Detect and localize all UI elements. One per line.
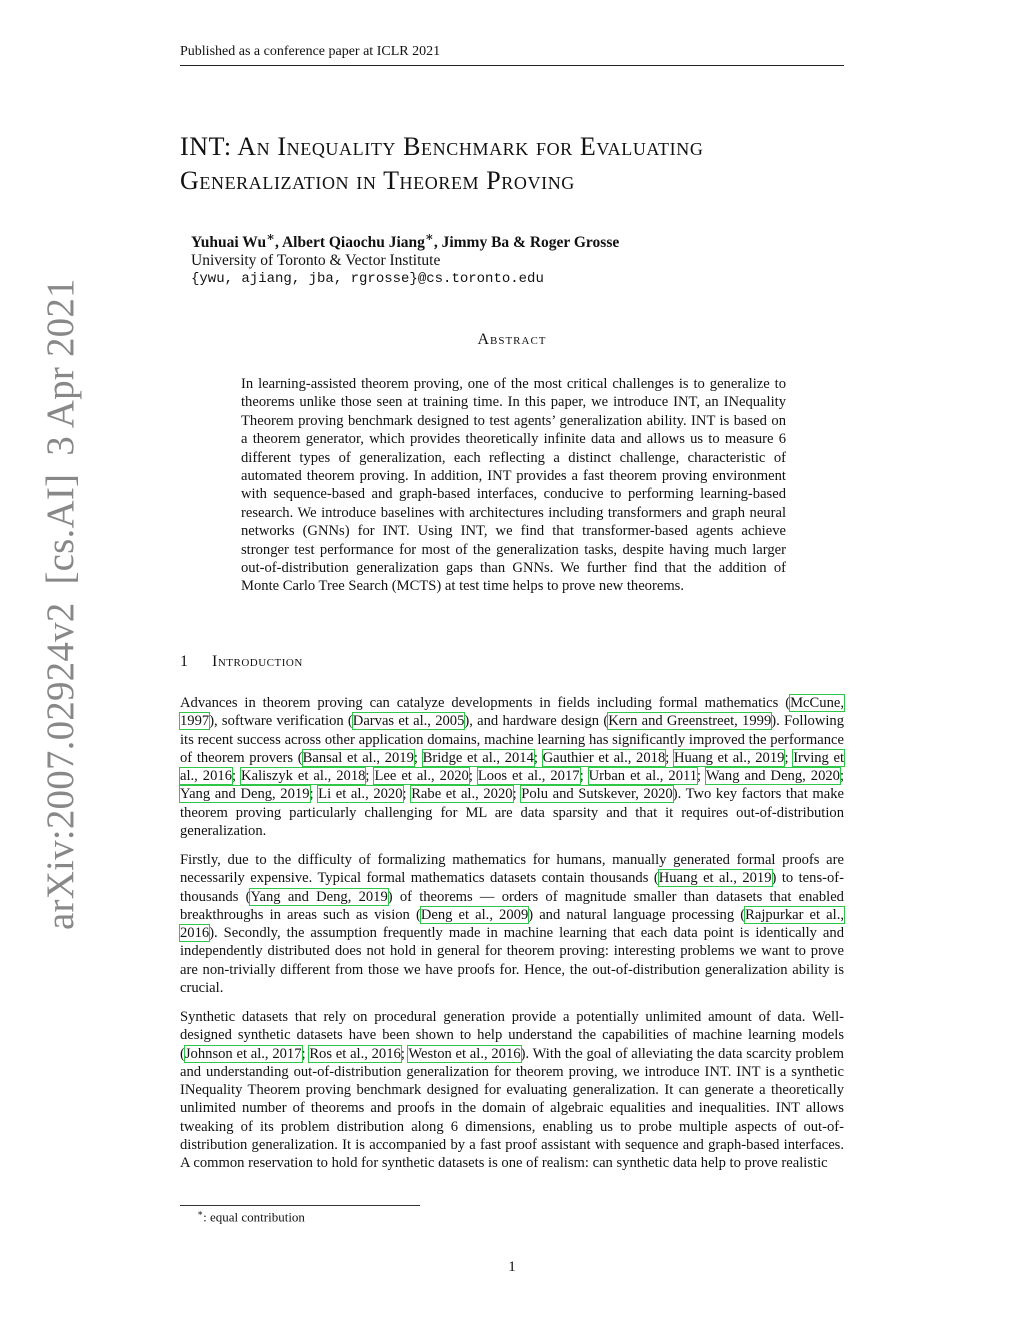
citation-link[interactable]: Kaliszyk et al., 2018 xyxy=(241,768,366,785)
arxiv-stamp xyxy=(38,278,83,930)
author-jiang: , Albert Qiaochu Jiang xyxy=(275,234,425,252)
citation-link[interactable]: Rajpurkar et al., 2016 xyxy=(180,906,845,942)
arxiv-category: [cs.AI] xyxy=(39,473,82,585)
paragraph-2: Firstly, due to the difficulty of formalizing mathematics for humans, manually generated formal proofs are necessarily expensive. Typical formal mathematics datasets contain thousands (Huang et al., 2019) to tens-of-thousands (Yang and Deng, 2019) of theorems — orders of magnitude smaller than datasets that enabled breakthroughs in areas such as vision (Deng et al., 2009) and natural language processing (Rajpurkar et al., 2016). Secondly, the assumption frequently made in machine learning that each data point is identically and independently distributed does not hold in general for theorem proving: interesting problems we want to prove are non-trivially different from those we have proofs for. Hence, the out-of-distribution generalization ability is crucial. xyxy=(180,852,845,997)
author-wu: Yuhuai Wu xyxy=(191,234,267,252)
citation-link[interactable]: Yang and Deng, 2019 xyxy=(250,888,388,905)
arxiv-id: arXiv:2007.02924v2 xyxy=(39,602,82,930)
citation-link[interactable]: Darvas et al., 2005 xyxy=(352,713,465,730)
citation-link[interactable]: Bridge et al., 2014 xyxy=(422,749,534,766)
running-header: Published as a conference paper at ICLR 2021 xyxy=(180,44,441,59)
citation-link[interactable]: Li et al., 2020 xyxy=(318,786,403,803)
citation-link[interactable]: Irving et al., 2016 xyxy=(180,749,845,785)
footnote-rule xyxy=(180,1205,420,1206)
citation-link[interactable]: Loos et al., 2017 xyxy=(477,768,580,785)
author-emails: {ywu, ajiang, jba, rgrosse}@cs.toronto.edu xyxy=(191,271,544,288)
citation-link[interactable]: Lee et al., 2020 xyxy=(374,768,469,785)
abstract-heading: Abstract xyxy=(477,331,547,348)
citation-link[interactable]: Bansal et al., 2019 xyxy=(302,749,414,766)
citation-link[interactable]: Yang and Deng, 2019 xyxy=(180,786,310,803)
citation-link[interactable]: Gauthier et al., 2018 xyxy=(542,749,666,766)
citation-link[interactable]: Huang et al., 2019 xyxy=(673,749,785,766)
section-title: Introduction xyxy=(212,653,303,670)
paper-title xyxy=(180,130,860,198)
abstract-text: In learning-assisted theorem proving, one of the most critical challenges is to generalize to theorems unlike those seen at training time. In this paper, we introduce INT, an INequality Theorem proving benchmark designed to test agents’ generalization ability. INT is based on a theorem generator, which provides theoretically infinite data and allows us to measure 6 different types of generalization, each reflecting a distinct challenge, characteristic of automated theorem proving. In addition, INT provides a fast theorem proving environment with sequence-based and graph-based interfaces, conducive to performing learning-based research. We introduce baselines with architectures including transformers and graph neural networks (GNNs) for INT. Using INT, we find that transformer-based agents achieve stronger test performance for most of the generalization tasks, despite having much larger out-of-distribution generalization gaps than GNNs. We further find that the addition of Monte Carlo Tree Search (MCTS) at test time helps to prove new theorems. xyxy=(241,376,786,595)
equal-contribution-mark: ∗ xyxy=(424,229,434,244)
page-number: 1 xyxy=(508,1259,516,1275)
author-ba-grosse: , Jimmy Ba & Roger Grosse xyxy=(433,234,620,252)
citation-link[interactable]: Urban et al., 2011 xyxy=(588,768,698,785)
author-block xyxy=(191,228,619,288)
section-heading xyxy=(180,653,303,671)
section-number: 1 xyxy=(180,653,189,670)
paragraph-1: Advances in theorem proving can catalyze developments in fields including formal mathematics (McCune, 1997), software verification (Darvas et al., 2005), and hardware design (Kern and Greenstreet, 1999). Following its recent success across other application domains, machine learning has significantly improved the performance of theorem provers (Bansal et al., 2019; Bridge et al., 2014; Gauthier et al., 2018; Huang et al., 2019; Irving et al., 2016; Kaliszyk et al., 2018; Lee et al., 2020; Loos et al., 2017; Urban et al., 2011; Wang and Deng, 2020; Yang and Deng, 2019; Li et al., 2020; Rabe et al., 2020; Polu and Sutskever, 2020). Two key factors that make theorem proving particularly challenging for ML are data sparsity and that it requires out-of-distribution generalization. xyxy=(180,695,845,840)
title-line-1: INT: An Inequality Benchmark for Evaluating xyxy=(180,132,704,161)
footnote-marker: ∗ xyxy=(197,1208,204,1218)
footnote-text: : equal contribution xyxy=(203,1209,305,1225)
citation-link[interactable]: Polu and Sutskever, 2020 xyxy=(521,786,673,803)
equal-contribution-mark: ∗ xyxy=(266,229,276,244)
citation-link[interactable]: Wang and Deng, 2020 xyxy=(705,768,840,785)
citation-link[interactable]: McCune, 1997 xyxy=(180,695,844,730)
citation-link[interactable]: Deng et al., 2009 xyxy=(420,906,529,923)
citation-link[interactable]: Ros et al., 2016 xyxy=(309,1045,401,1062)
author-affiliation: University of Toronto & Vector Institute xyxy=(191,252,441,270)
header-rule xyxy=(180,65,844,66)
citation-link[interactable]: Johnson et al., 2017 xyxy=(184,1045,302,1062)
citation-link[interactable]: Weston et al., 2016 xyxy=(408,1045,521,1062)
footnote xyxy=(197,1208,305,1225)
arxiv-date: 3 Apr 2021 xyxy=(39,278,82,456)
citation-link[interactable]: Kern and Greenstreet, 1999 xyxy=(608,713,772,730)
paragraph-3: Synthetic datasets that rely on procedural generation provide a potentially unlimited amount of data. Well-designed synthetic datasets have been shown to help understand the capabilities of machine learning models (Johnson et al., 2017; Ros et al., 2016; Weston et al., 2016). With the goal of alleviating the data scarcity problem and understanding out-of-distribution generalization for theorem proving, we introduce INT. INT is a synthetic INequality Theorem proving benchmark designed for evaluating generalization. It can generate a theoretically unlimited number of theorems and proofs in the domain of algebraic equalities and inequalities. INT allows tweaking of its problem distribution along 6 dimensions, enabling us to probe multiple aspects of out-of-distribution generalization. It is accompanied by a fast proof assistant with sequence and graph-based interfaces. A common reservation to hold for synthetic datasets is one of realism: can synthetic data help to prove realistic xyxy=(180,1009,844,1172)
author-names xyxy=(191,228,619,252)
citation-link[interactable]: Rabe et al., 2020 xyxy=(411,786,513,803)
citation-link[interactable]: Huang et al., 2019 xyxy=(658,870,772,887)
title-line-2: Generalization in Theorem Proving xyxy=(180,166,575,195)
